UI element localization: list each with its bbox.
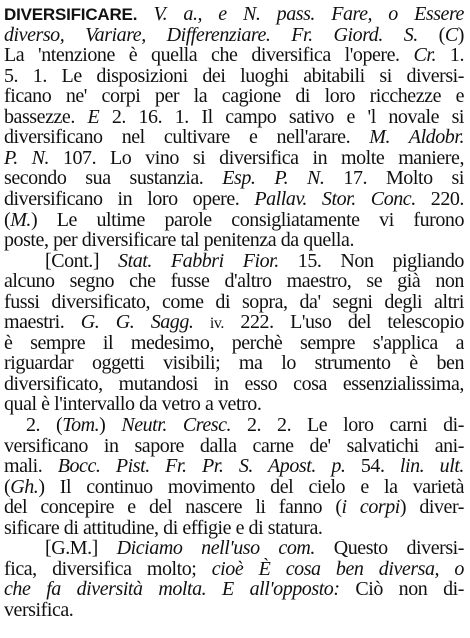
text-line — [4, 476, 464, 499]
text-line — [4, 599, 464, 622]
citation-text: p. — [331, 455, 346, 478]
citation-text: Cr. — [413, 44, 437, 67]
body-text: 2. 2. Le loro carni di- — [231, 414, 464, 436]
citation-text: Esp. P. N. — [222, 167, 325, 190]
body-text: Ciò non di- — [339, 578, 464, 601]
body-text: 2. 16. 1. Il campo sativo e 'l novale si — [99, 105, 464, 128]
body-text: è sempre il medesimo, perchè sempre s'applica a — [4, 331, 464, 354]
text-line — [4, 291, 464, 314]
text-line — [4, 578, 464, 601]
body-text: ficano ne' corpi per la cagione di loro ricchezze e — [4, 85, 464, 108]
text-line — [45, 537, 464, 560]
body-text: ( — [417, 23, 445, 46]
text-line — [4, 435, 464, 458]
citation-text: Diciamo nell'uso com. — [116, 537, 315, 560]
body-text: 54. — [345, 455, 400, 478]
citation-text: M. — [10, 208, 31, 231]
citation-text: che fa diversità molta. E all'opposto: — [4, 578, 340, 601]
text-line — [4, 106, 464, 129]
body-text: 107. Lo vino si diversifica in molte maniere, — [49, 146, 464, 169]
text-line — [4, 188, 464, 211]
body-text: 2. ( — [26, 414, 63, 436]
citation-text: E — [87, 105, 100, 128]
citation-text: P. N. — [4, 146, 50, 169]
body-text: secondo sua sustanzia. — [4, 167, 223, 190]
body-text: poste, per diversificare tal penitenza da quella. — [4, 229, 355, 252]
citation-text: Bocc. Pist. Fr. Pr. S. Apost. — [57, 455, 316, 478]
body-text — [193, 311, 209, 333]
citation-text: diverso, Variare, Differenziare. Fr. Giord. S. — [4, 23, 418, 46]
citation-text: Neutr. Cresc. — [121, 414, 232, 436]
text-line — [4, 373, 464, 396]
text-line — [4, 229, 464, 252]
text-line — [4, 393, 464, 416]
text-line — [26, 414, 464, 437]
body-text: 220. — [415, 187, 464, 210]
body-text: Questo diversi- — [314, 537, 464, 560]
citation-text: G. G. Sagg. — [80, 311, 194, 334]
text-line — [4, 496, 464, 519]
citation-text: Tom. — [62, 414, 100, 436]
body-text — [316, 455, 331, 477]
body-text: fussi diversificato, come di sopra, da' segni degli altri — [4, 290, 464, 313]
text-line — [4, 558, 464, 581]
text-line — [4, 3, 464, 26]
body-text: ) Il continuo movimento del cielo e la varietà — [38, 475, 464, 498]
text-line — [4, 147, 464, 170]
body-text: diversificano in loro opere. — [4, 187, 255, 210]
text-line — [4, 24, 464, 47]
body-text: ) — [99, 414, 122, 436]
body-text: 222. L'uso del telescopio — [223, 311, 464, 334]
citation-text: i corpi — [341, 496, 400, 519]
citation-text: V. a., e N. pass. Fare, o Essere — [153, 3, 464, 25]
text-line — [4, 209, 464, 232]
text-line — [4, 65, 464, 88]
body-text: La 'ntenzione è quella che diversifica l'opere. — [4, 44, 414, 67]
body-text: riguardar oggetti visibili; ma lo strumento è ben — [4, 352, 464, 375]
body-text: ) Le ultime parole consigliatamente vi furono — [30, 208, 464, 231]
body-text: del concepire e del nascere li fanno ( — [4, 496, 342, 519]
text-line — [4, 44, 464, 67]
body-text: 15. Non pigliando — [278, 249, 464, 272]
text-line — [45, 250, 464, 273]
text-line — [4, 167, 464, 190]
text-line — [4, 311, 464, 334]
text-line — [4, 332, 464, 355]
body-text — [137, 3, 153, 25]
text-line — [4, 352, 464, 375]
citation-text: Stat. Fabbri Fior. — [118, 249, 279, 272]
body-text: alcuno segno che fusse d'altro maestro, se già non — [4, 270, 464, 293]
body-text: fica, diversifica molto; — [4, 557, 212, 580]
roman-numeral: iv. — [209, 315, 224, 333]
text-line — [4, 85, 464, 108]
body-text: maestri. — [4, 311, 81, 334]
citation-text: lin. ult. — [399, 455, 464, 478]
body-text: diversificano nel cultivare e nell'arare. — [4, 126, 370, 149]
body-text: qual è l'intervallo da vetro a vetro. — [4, 393, 262, 416]
body-text: 1. — [436, 44, 464, 67]
body-text: versifica. — [4, 598, 74, 621]
citation-text: M. Aldobr. — [369, 126, 464, 149]
body-text: ) — [457, 23, 464, 46]
body-text: 17. Molto si — [324, 167, 464, 190]
body-text: ( — [4, 208, 11, 231]
text-line — [4, 517, 464, 540]
citation-text: cioè È cosa ben diversa, o — [211, 557, 464, 580]
body-text: ) diver- — [399, 496, 464, 519]
body-text: ( — [4, 475, 11, 498]
body-text: mali. — [4, 455, 58, 478]
body-text: [G.M.] — [45, 537, 117, 560]
body-text: bassezze. — [4, 105, 88, 128]
text-line — [4, 126, 464, 149]
headword: DIVERSIFICARE. — [4, 5, 138, 24]
body-text: 5. 1. Le disposizioni dei luoghi abitabili si diversi- — [4, 64, 464, 87]
body-text: versificano in sapore dalla carne de' salvatichi ani- — [4, 434, 464, 457]
body-text: sificare di attitudine, di effigie e di statura. — [4, 516, 323, 539]
text-line — [4, 270, 464, 293]
citation-text: Gh. — [10, 475, 39, 498]
citation-text: C — [444, 23, 458, 46]
citation-text: Pallav. Stor. Conc. — [254, 187, 416, 210]
body-text: diversificato, mutandosi in esso cosa essenzialissima, — [4, 372, 464, 395]
text-line — [4, 455, 464, 478]
body-text: [Cont.] — [45, 249, 119, 272]
